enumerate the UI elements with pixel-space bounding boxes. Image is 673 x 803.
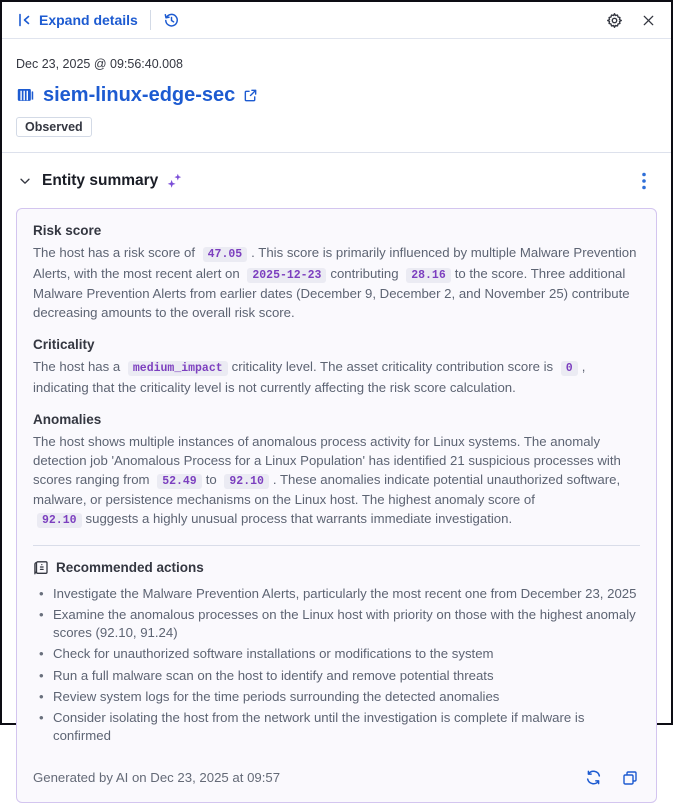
sparkles-icon — [166, 172, 184, 190]
risk-score-section — [33, 223, 640, 322]
flyout-header-bar — [2, 2, 671, 39]
summary-kebab-menu-button[interactable] — [635, 170, 653, 192]
copy-button[interactable] — [620, 768, 640, 788]
recommended-actions-header — [33, 560, 640, 576]
settings-button[interactable] — [604, 10, 625, 31]
close-icon — [641, 13, 656, 28]
entity-summary-title: Entity summary — [42, 172, 159, 189]
risk-score-text: The host has a risk score of 47.05 . This score is primarily influenced by multiple Malware Prevention Alerts, with the most recent alert on 2025-12-23 contributing 28.16 to the score. Three additional Malware Prevention Alerts from earlier dates (December 9, December 2, and November 25) contribute decreasing amounts to the overall risk score. — [33, 245, 637, 321]
regenerate-button[interactable] — [583, 767, 604, 788]
recommended-action-item: • Check for unauthorized software installations or modifications to the system — [39, 645, 640, 663]
inline-code-value: 92.10 — [224, 474, 269, 489]
recommended-action-item: • Examine the anomalous processes on the Linux host with priority on those with the highest anomaly scores (92.10, 91.24) — [39, 606, 640, 642]
close-button[interactable] — [639, 11, 658, 30]
recommended-actions-heading: Recommended actions — [56, 560, 204, 576]
entity-head — [2, 39, 671, 137]
entity-name-link[interactable]: siem-linux-edge-sec — [43, 84, 236, 106]
gear-icon — [606, 12, 623, 29]
regenerate-icon — [585, 769, 602, 786]
recommended-action-item: • Run a full malware scan on the host to identify and remove potential threats — [39, 667, 640, 685]
ai-summary-panel — [16, 208, 657, 803]
risk-score-heading: Risk score — [33, 223, 102, 238]
inline-code-value: 2025-12-23 — [247, 268, 326, 283]
recommended-action-item: • Consider isolating the host from the network until the investigation is complete if malware is confirmed — [39, 709, 640, 745]
header-divider — [150, 10, 151, 30]
criticality-text: The host has a medium_impact criticality level. The asset criticality contribution score is 0 , indicating that the criticality level is not currently affecting the risk score calculation. — [33, 359, 586, 395]
chevron-down-icon — [18, 174, 32, 188]
expand-details-label: Expand details — [39, 12, 138, 28]
observed-status-badge: Observed — [16, 117, 92, 137]
recommended-action-item: • Investigate the Malware Prevention Alerts, particularly the most recent one from December 23, 2025 — [39, 585, 640, 603]
recommended-action-item: • Review system logs for the time periods surrounding the detected anomalies — [39, 688, 640, 706]
ai-footer — [33, 767, 640, 788]
inline-code-value: medium_impact — [128, 361, 228, 376]
expand-details-button[interactable] — [15, 10, 140, 30]
anomalies-text: The host shows multiple instances of anomalous process activity for Linux systems. The anomaly detection job 'Anomalous Process for a Linux Population' has identified 21 suspicious processes with scores ranging from 52.49 to 92.10 . These anomalies indicate potential unauthorized software, malware, or persistence mechanisms on the Linux host. The highest anomaly score of 92.10 suggests a highly unusual process that warrants immediate investigation. — [33, 433, 621, 528]
recommended-actions-icon — [33, 560, 49, 576]
inline-code-value: 92.10 — [37, 513, 82, 528]
recommended-actions-list — [33, 585, 640, 746]
recommended-actions-divider — [33, 545, 640, 546]
host-icon — [16, 86, 35, 105]
kebab-menu-icon — [637, 172, 651, 190]
expand-icon — [17, 12, 33, 28]
inline-code-value: 52.49 — [157, 474, 202, 489]
inline-code-value: 0 — [561, 361, 578, 376]
inline-code-value: 47.05 — [203, 247, 248, 262]
anomalies-section — [33, 412, 640, 530]
popout-icon[interactable] — [243, 88, 258, 103]
copy-icon — [622, 770, 638, 786]
collapse-summary-button[interactable] — [16, 172, 34, 190]
history-icon — [163, 12, 180, 29]
entity-summary-header — [2, 153, 671, 202]
generated-by-ai-text: Generated by AI on Dec 23, 2025 at 09:57 — [33, 770, 281, 786]
entity-flyout — [2, 2, 671, 803]
criticality-section — [33, 337, 640, 397]
anomalies-heading: Anomalies — [33, 411, 102, 427]
criticality-heading: Criticality — [33, 337, 95, 353]
history-button[interactable] — [161, 10, 182, 31]
inline-code-value: 28.16 — [406, 268, 451, 283]
event-timestamp: Dec 23, 2025 @ 09:56:40.008 — [16, 57, 183, 71]
